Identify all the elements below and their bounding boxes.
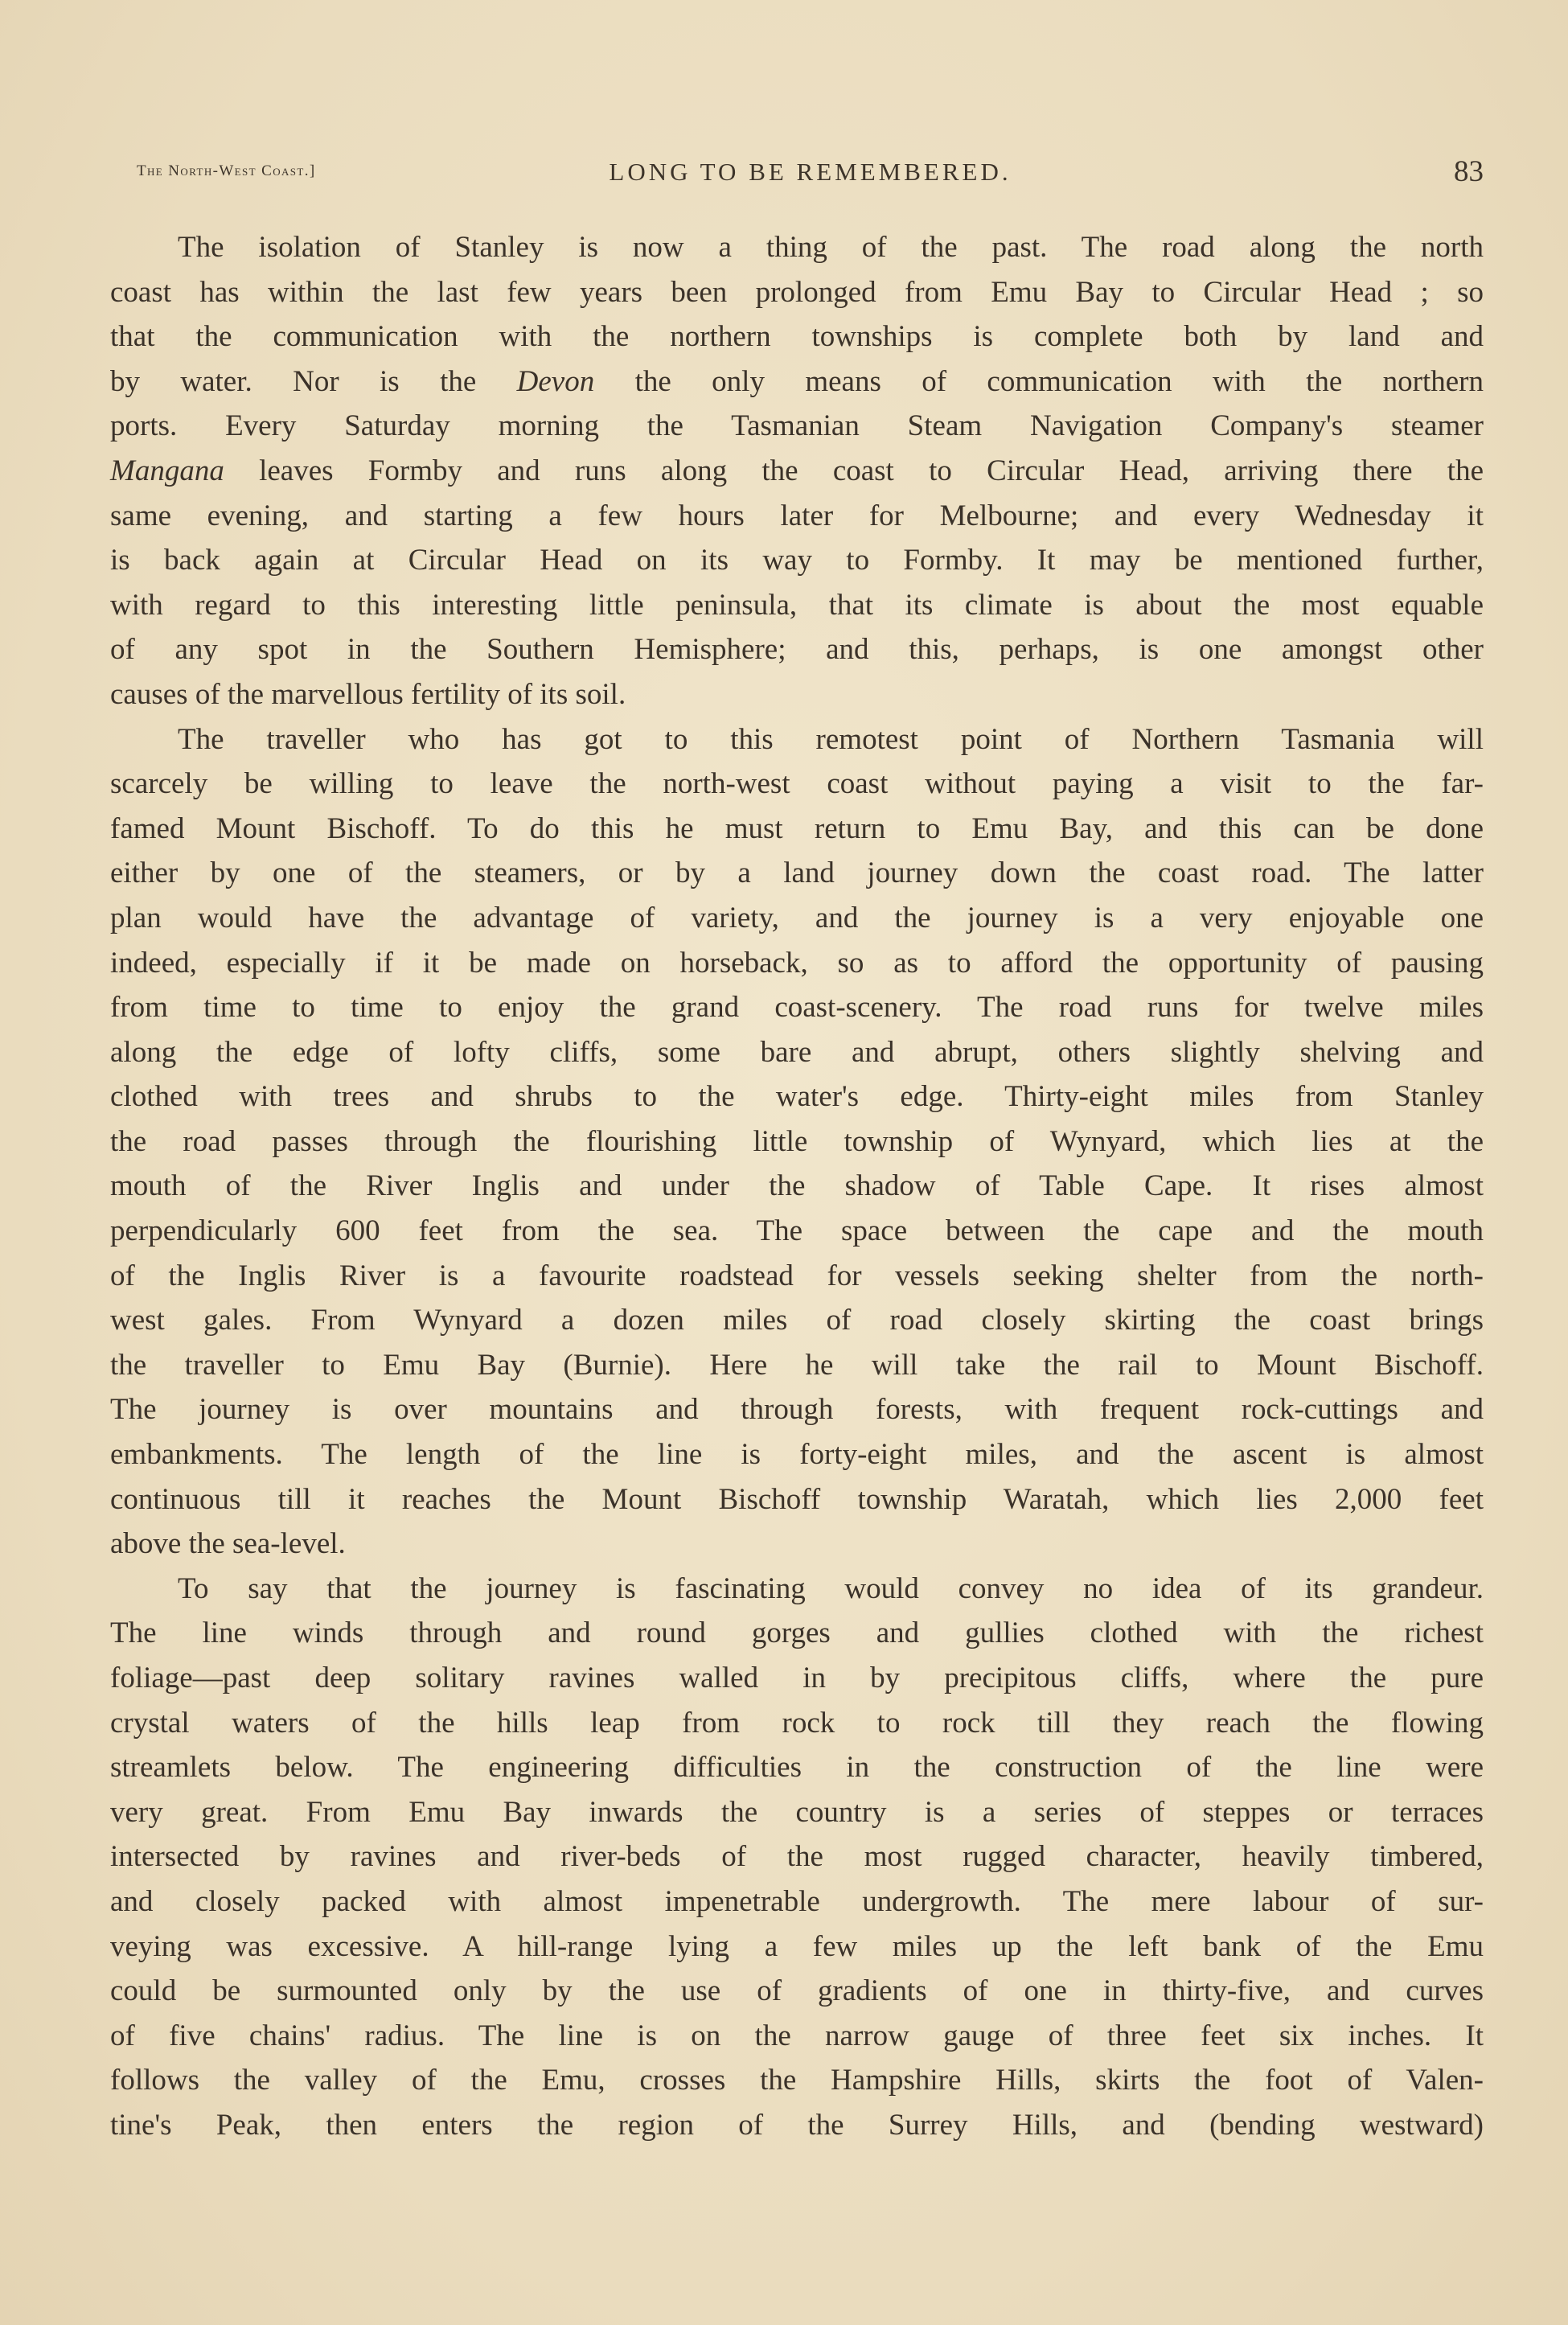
text-line: famed Mount Bischoff. To do this he must return to Emu Bay, and this can be done [110,811,1484,845]
text-line: perpendicularly 600 feet from the sea. The space between the cape and the mouth [110,1214,1484,1248]
text-line: follows the valley of the Emu, crosses the Hampshire Hills, skirts the foot of Valen- [110,2064,1484,2097]
text-line: mouth of the River Inglis and under the shadow of Table Cape. It rises almost [110,1169,1484,1203]
text-line: of any spot in the Southern Hemisphere; and this, perhaps, is one amongst other [110,633,1484,667]
text-line: embankments. The length of the line is forty-eight miles, and the ascent is almost [110,1438,1484,1472]
text-line: west gales. From Wynyard a dozen miles of road closely skirting the coast brings [110,1304,1484,1337]
text-line: along the edge of lofty cliffs, some bare and abrupt, others slightly shelving and [110,1035,1484,1069]
text-line: streamlets below. The engineering difficulties in the construction of the line were [110,1751,1484,1785]
text-line: of the Inglis River is a favourite roadstead for vessels seeking shelter from the north- [110,1259,1484,1292]
running-head-section: The North-West Coast.] [137,162,316,179]
text-line: causes of the marvellous fertility of its soil. [110,677,626,711]
ship-name-italic: Mangana [110,454,224,487]
text-line: is back again at Circular Head on its way to Formby. It may be mentioned further, [110,544,1484,577]
text-line: scarcely be willing to leave the north-west coast without paying a visit to the far- [110,767,1484,801]
text-line: by water. Nor is the Devon the only means of communication with the northern [110,364,1484,398]
page-number: 83 [1454,155,1484,188]
text-line: The line winds through and round gorges and gullies clothed with the richest [110,1616,1484,1650]
text-line: and closely packed with almost impenetrable undergrowth. The mere labour of sur- [110,1884,1484,1918]
text-line: could be surmounted only by the use of gradients of one in thirty-five, and curves [110,1974,1484,2008]
text-line: same evening, and starting a few hours later for Melbourne; and every Wednesday it [110,499,1484,532]
text-line: The journey is over mountains and through forests, with frequent rock-cuttings and [110,1393,1484,1427]
ship-name-italic: Devon [516,364,595,398]
text-line: foliage—past deep solitary ravines walled in by precipitous cliffs, where the pure [110,1662,1484,1694]
text-line: with regard to this interesting little peninsula, that its climate is about the most equable [110,588,1484,622]
text-line: clothed with trees and shrubs to the water's edge. Thirty-eight miles from Stanley [110,1080,1484,1114]
text-line: from time to time to enjoy the grand coast-scenery. The road runs for twelve miles [110,991,1484,1025]
text-line: either by one of the steamers, or by a land journey down the coast road. The latter [110,856,1484,890]
text-line: above the sea-level. [110,1527,346,1561]
text-line: the traveller to Emu Bay (Burnie). Here he will take the rail to Mount Bischoff. [110,1348,1484,1382]
text-line: coast has within the last few years been prolonged from Emu Bay to Circular Head ; so [110,275,1484,309]
text-line: The traveller who has got to this remotest point of Northern Tasmania will [178,722,1484,756]
text-line: veying was excessive. A hill-range lying a few miles up the left bank of the Emu [110,1929,1484,1963]
text-line: To say that the journey is fascinating would convey no idea of its grandeur. [178,1571,1484,1605]
text-line: of five chains' radius. The line is on the narrow gauge of three feet six inches. It [110,2019,1484,2052]
text-line: continuous till it reaches the Mount Bischoff township Waratah, which lies 2,000 feet [110,1482,1484,1516]
body-text [110,225,1484,2148]
text-line: Mangana leaves Formby and runs along the coast to Circular Head, arriving there the [110,454,1484,487]
text-line: tine's Peak, then enters the region of the Surrey Hills, and (bending westward) [110,2108,1484,2142]
text-line: indeed, especially if it be made on horseback, so as to afford the opportunity of pausing [110,946,1484,980]
text-line: crystal waters of the hills leap from rock to rock till they reach the flowing [110,1706,1484,1740]
running-head-title: LONG TO BE REMEMBERED. [609,158,1012,186]
text-line: very great. From Emu Bay inwards the country is a series of steppes or terraces [110,1795,1484,1829]
text-line: the road passes through the flourishing little township of Wynyard, which lies at the [110,1124,1484,1158]
text-line: plan would have the advantage of variety, and the journey is a very enjoyable one [110,901,1484,935]
text-line: The isolation of Stanley is now a thing of the past. The road along the north [178,231,1484,264]
text-line: intersected by ravines and river-beds of the most rugged character, heavily timbered, [110,1840,1484,1874]
text-line: that the communication with the northern townships is complete both by land and [110,320,1484,354]
running-head [137,155,1484,190]
text-line: ports. Every Saturday morning the Tasmanian Steam Navigation Company's steamer [110,409,1484,443]
